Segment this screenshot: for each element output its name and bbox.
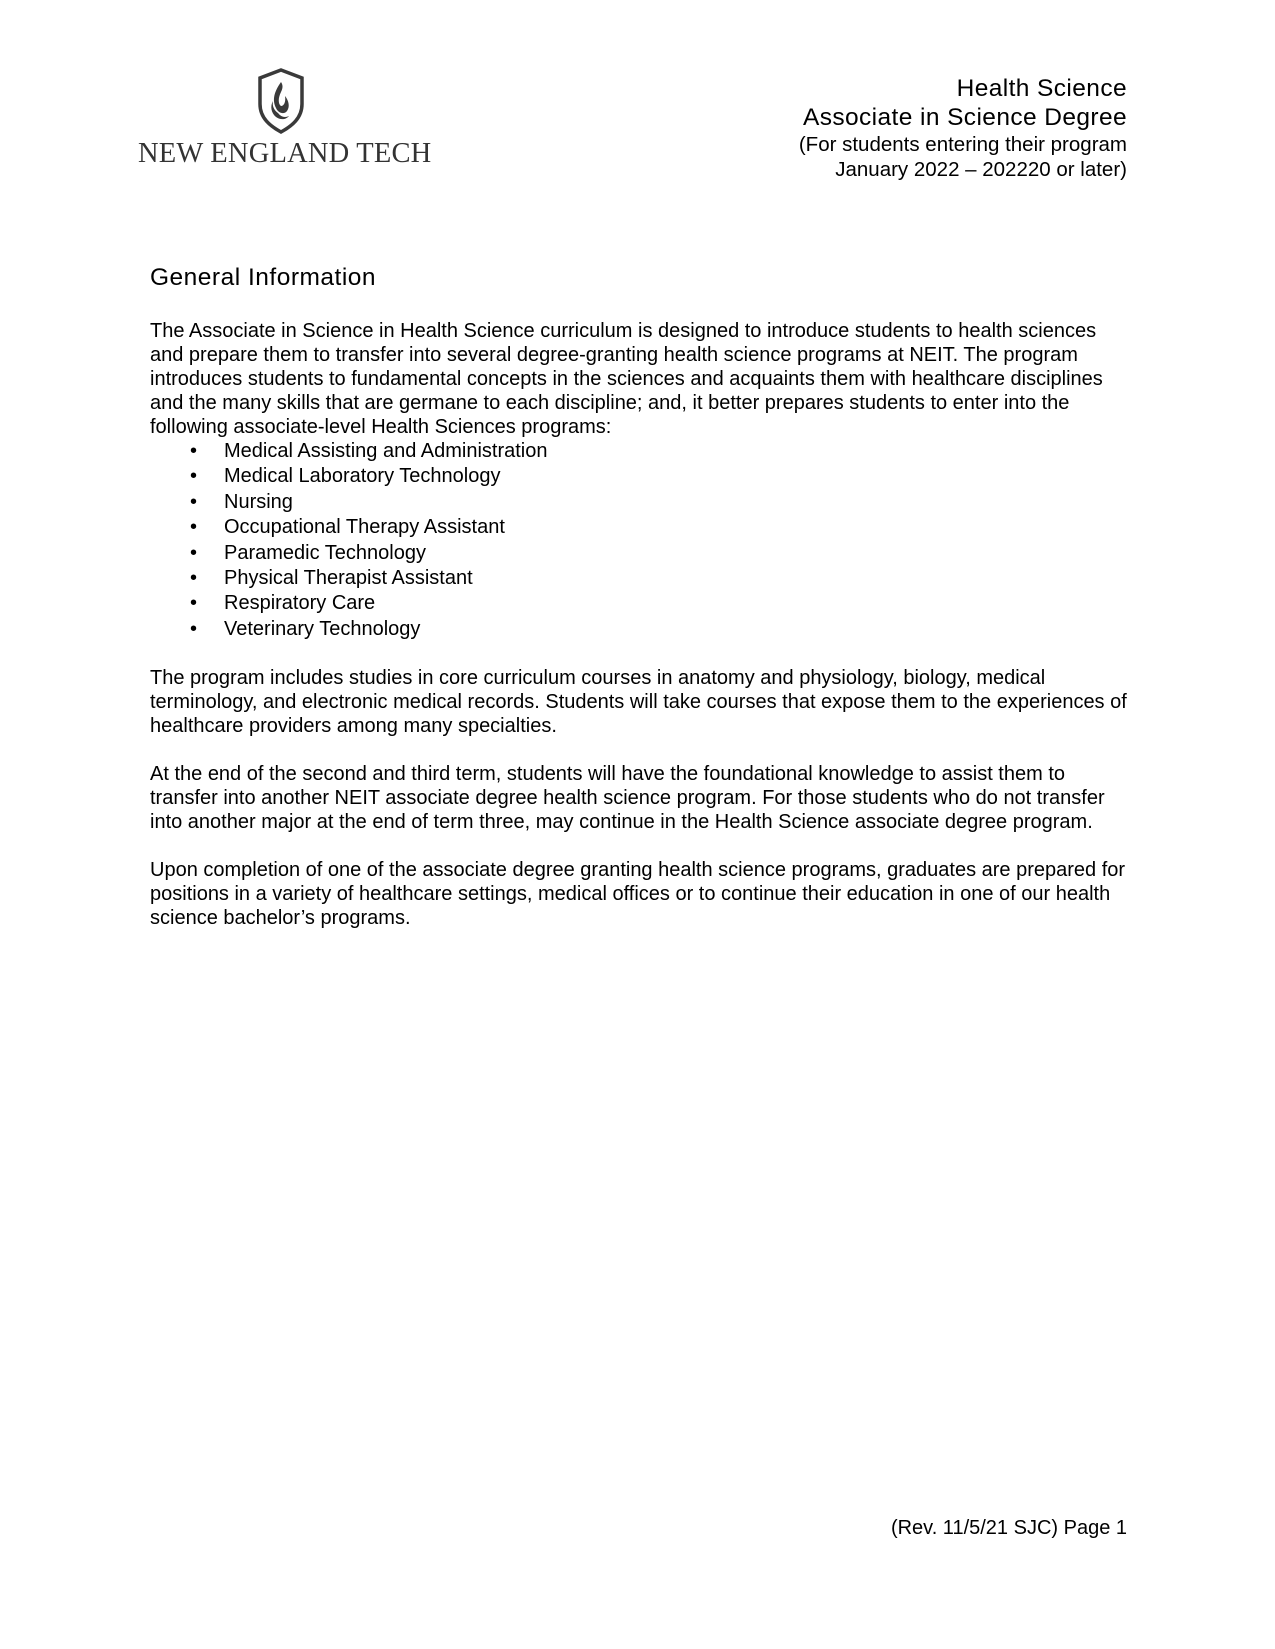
bullet-icon: •: [190, 490, 198, 513]
bullet-icon: •: [190, 516, 198, 539]
program-name-item: Occupational Therapy Assistant: [224, 516, 505, 539]
curriculum-paragraph: The program includes studies in core curriculum courses in anatomy and physiology, biology, medical terminology, and electronic medical records. Students will take courses that expose them to the experiences of healthcare providers among many specialties.: [150, 667, 1127, 738]
list-item: [150, 515, 1130, 540]
program-name-item: Paramedic Technology: [224, 541, 426, 564]
list-item: [150, 566, 1130, 591]
document-header: [799, 74, 1127, 182]
document-body: [150, 319, 1130, 930]
completion-paragraph: Upon completion of one of the associate degree granting health science programs, graduates are prepared for positions in a variety of healthcare settings, medical offices or to continue their education in one of our health science bachelor’s programs.: [150, 859, 1126, 930]
program-list: [150, 439, 1130, 642]
list-item: [150, 439, 1130, 464]
bullet-icon: •: [190, 617, 198, 640]
flame-shield-logo-icon: [256, 68, 306, 134]
bullet-icon: •: [190, 465, 198, 488]
program-name-item: Nursing: [224, 490, 293, 513]
bullet-icon: •: [190, 567, 198, 590]
program-name-item: Medical Assisting and Administration: [224, 440, 548, 462]
program-name-item: Physical Therapist Assistant: [224, 567, 473, 590]
entry-note-line-1: (For students entering their program: [798, 133, 1127, 156]
program-name-item: Respiratory Care: [224, 592, 376, 615]
entry-note-line-2: January 2022 – 202220 or later): [835, 158, 1127, 181]
list-item: [150, 464, 1130, 489]
degree-name: Associate in Science Degree: [802, 104, 1127, 131]
institution-logo: [138, 68, 438, 178]
intro-paragraph: The Associate in Science in Health Science curriculum is designed to introduce students to health sciences and prepare them to transfer into several degree-granting health science programs at NEIT. The program introduces students to fundamental concepts in the sciences and acquaints them with healthcare disciplines and the many skills that are germane to each discipline; and, it better prepares students to enter into the following associate-level Health Sciences programs:: [150, 320, 1103, 438]
page-footer: (Rev. 11/5/21 SJC) Page 1: [890, 1517, 1127, 1539]
logo-wordmark: NEW ENGLAND TECH: [138, 138, 432, 169]
program-name-item: Veterinary Technology: [224, 617, 421, 640]
bullet-icon: •: [190, 541, 198, 564]
list-item: [150, 591, 1130, 616]
list-item: [150, 617, 1130, 642]
transfer-paragraph: At the end of the second and third term, students will have the foundational knowledge to assist them to transfer into another NEIT associate degree health science program. For those students who do not transfer into another major at the end of term three, may continue in the Health Science associate degree program.: [150, 763, 1105, 834]
program-name-item: Medical Laboratory Technology: [224, 465, 501, 488]
bullet-icon: •: [190, 440, 198, 462]
section-heading: General Information: [150, 264, 377, 291]
program-name: Health Science: [956, 75, 1127, 102]
list-item: [150, 490, 1130, 515]
bullet-icon: •: [190, 592, 198, 615]
list-item: [150, 541, 1130, 566]
